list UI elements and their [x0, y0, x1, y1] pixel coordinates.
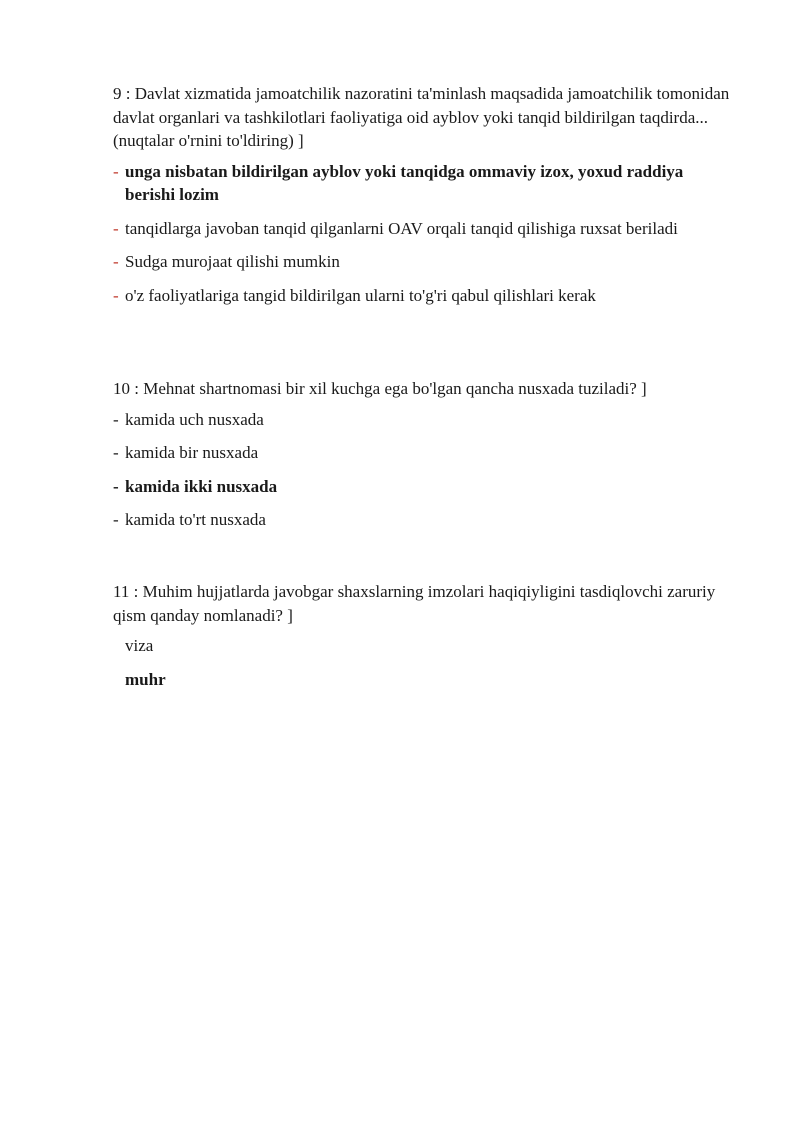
answer-option [113, 284, 733, 308]
answer-option [113, 634, 733, 658]
option-marker: - [113, 443, 119, 462]
option-text-correct: muhr [125, 669, 166, 689]
answer-option [113, 441, 733, 465]
question-text: 10 : Mehnat shartnomasi bir xil kuchga ega bo'lgan qancha nusxada tuziladi? ] [113, 379, 647, 398]
question-9 [113, 82, 733, 317]
answer-option [113, 475, 733, 499]
question-text: 11 : Muhim hujjatlarda javobgar shaxslarning imzolari haqiqiyligini tasdiqlovchi zaruriy qism qanday nomlanadi? ] [113, 582, 716, 625]
option-marker: - [113, 218, 119, 238]
option-text: kamida bir nusxada [125, 443, 259, 462]
option-text: viza [125, 636, 154, 655]
option-text-correct: kamida ikki nusxada [125, 476, 278, 496]
answer-option [113, 160, 733, 207]
option-text: kamida uch nusxada [125, 409, 264, 429]
answer-option [113, 408, 733, 432]
answer-option [113, 217, 733, 241]
answer-option [113, 250, 733, 274]
option-marker: - [113, 409, 119, 429]
option-marker: - [113, 510, 119, 529]
option-marker: - [113, 252, 119, 271]
option-marker: - [113, 161, 119, 181]
option-text: kamida to'rt nusxada [125, 510, 266, 529]
answer-option [113, 508, 733, 532]
option-text: Sudga murojaat qilishi mumkin [125, 252, 340, 271]
option-marker: - [113, 285, 119, 305]
answer-option [113, 668, 733, 692]
question-10 [113, 377, 733, 542]
option-text-correct: unga nisbatan bildirilgan ayblov yoki tanqidga ommaviy izox, yoxud raddiya berishi lozim [125, 161, 684, 204]
option-marker: - [113, 476, 119, 496]
option-text: tanqidlarga javoban tanqid qilganlarni OAV orqali tanqid qilishiga ruxsat beriladi [125, 218, 678, 238]
question-text: 9 : Davlat xizmatida jamoatchilik nazoratini ta'minlash maqsadida jamoatchilik tomonidan davlat organlari va tashkilotlari faoliyatiga oid ayblov yoki tanqid bildirilgan taqdirda... (nuqtalar o'rnini to'ldiring) ] [113, 84, 730, 150]
question-11 [113, 580, 733, 701]
option-text: o'z faoliyatlariga tangid bildirilgan ularni to'g'ri qabul qilishlari kerak [125, 285, 596, 305]
